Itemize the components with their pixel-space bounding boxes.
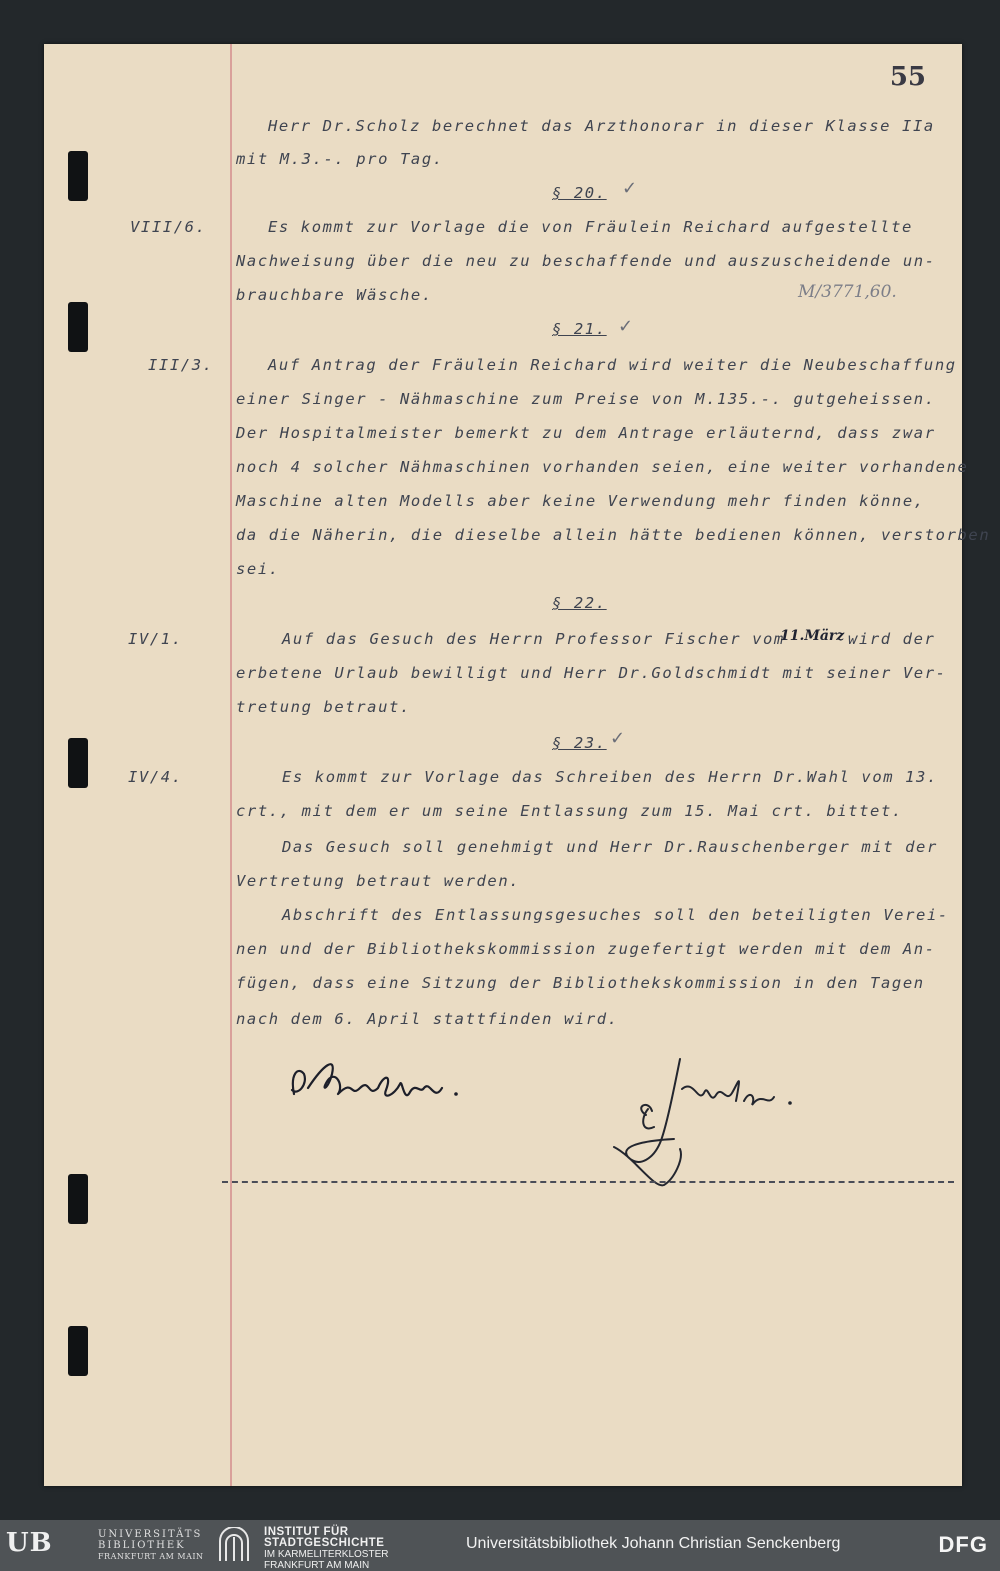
ub-line: BIBLIOTHEK <box>98 1540 186 1551</box>
margin-rule <box>230 44 232 1486</box>
document-page <box>44 44 991 1486</box>
section-heading: § 22. <box>552 594 607 612</box>
text-line: Auf das Gesuch des Herrn Professor Fischer vom <box>282 630 785 648</box>
ub-logo: UB <box>6 1528 53 1558</box>
isg-line: IM KARMELITERKLOSTER <box>264 1549 389 1560</box>
section-heading: § 21. <box>552 320 607 338</box>
text-line: da die Näherin, die dieselbe allein hätte bedienen können, verstorben <box>236 526 991 544</box>
ub-logo-text <box>98 1529 204 1562</box>
section-heading: § 23. <box>552 734 607 752</box>
footer-bar <box>0 1520 1000 1571</box>
text-line: crt., mit dem er um seine Entlassung zum 15. Mai crt. bittet. <box>236 802 903 820</box>
punch-hole-3 <box>68 738 88 788</box>
dfg-logo: DFG <box>938 1532 988 1557</box>
text-line: nen und der Bibliothekskommission zugefertigt werden mit dem An- <box>236 940 936 958</box>
signature-left <box>284 1044 474 1114</box>
handwritten-date: 11.März <box>780 628 845 644</box>
margin-reference: IV/4. <box>128 768 183 786</box>
pencil-note: M/3771,60. <box>798 282 897 302</box>
text-line: einer Singer - Nähmaschine zum Preise von M.135.-. gutgeheissen. <box>236 390 936 408</box>
check-mark-icon: ✓ <box>622 178 638 199</box>
text-line: erbetene Urlaub bewilligt und Herr Dr.Goldschmidt mit seiner Ver- <box>236 664 947 682</box>
text-line: Es kommt zur Vorlage das Schreiben des Herrn Dr.Wahl vom 13. <box>282 768 938 786</box>
isg-line: INSTITUT FÜR <box>264 1526 349 1538</box>
text-line: Nachweisung über die neu zu beschaffende und auszuscheidende un- <box>236 252 936 270</box>
punch-hole-2 <box>68 302 88 352</box>
isg-logo-icon <box>216 1527 252 1563</box>
library-name: Universitätsbibliothek Johann Christian Senckenberg <box>466 1535 841 1552</box>
text-line: Auf Antrag der Fräulein Reichard wird weiter die Neubeschaffung <box>268 356 957 374</box>
punch-hole-5 <box>68 1326 88 1376</box>
isg-line: STADTGESCHICHTE <box>264 1537 385 1549</box>
text-line: mit M.3.-. pro Tag. <box>236 150 444 168</box>
ub-line: FRANKFURT AM MAIN <box>98 1552 204 1561</box>
text-line: Es kommt zur Vorlage die von Fräulein Reichard aufgestellte <box>268 218 913 236</box>
text-line: Abschrift des Entlassungsgesuches soll den beteiligten Verei- <box>282 906 949 924</box>
text-line: Vertretung betraut werden. <box>236 872 521 890</box>
check-mark-icon: ✓ <box>610 728 626 749</box>
text-line: sei. <box>236 560 280 578</box>
isg-logo-text <box>264 1527 388 1571</box>
isg-line: FRANKFURT AM MAIN <box>264 1560 370 1571</box>
page-number: 55 <box>889 62 926 92</box>
text-line: Das Gesuch soll genehmigt und Herr Dr.Rauschenberger mit der <box>282 838 938 856</box>
text-line: noch 4 solcher Nähmaschinen vorhanden seien, eine weiter vorhandene <box>236 458 969 476</box>
check-mark-icon: ✓ <box>618 316 634 337</box>
text-line: fügen, dass eine Sitzung der Bibliothekskommission in den Tagen <box>236 974 925 992</box>
text-line: brauchbare Wäsche. <box>236 286 433 304</box>
signature-right <box>604 1049 824 1189</box>
punch-hole-4 <box>68 1174 88 1224</box>
text-line: wird der <box>848 630 936 648</box>
margin-reference: III/3. <box>148 356 214 374</box>
divider-line <box>222 1181 954 1183</box>
text-line: tretung betraut. <box>236 698 411 716</box>
margin-reference: VIII/6. <box>130 218 207 236</box>
text-line: nach dem 6. April stattfinden wird. <box>236 1010 619 1028</box>
ub-line: UNIVERSITÄTS <box>98 1529 203 1540</box>
text-line: Herr Dr.Scholz berechnet das Arzthonorar in dieser Klasse IIa <box>268 117 935 135</box>
section-heading: § 20. <box>552 184 607 202</box>
margin-reference: IV/1. <box>128 630 183 648</box>
punch-hole-1 <box>68 151 88 201</box>
text-line: Maschine alten Modells aber keine Verwendung mehr finden könne, <box>236 492 925 510</box>
text-line: Der Hospitalmeister bemerkt zu dem Antrage erläuternd, dass zwar <box>236 424 936 442</box>
